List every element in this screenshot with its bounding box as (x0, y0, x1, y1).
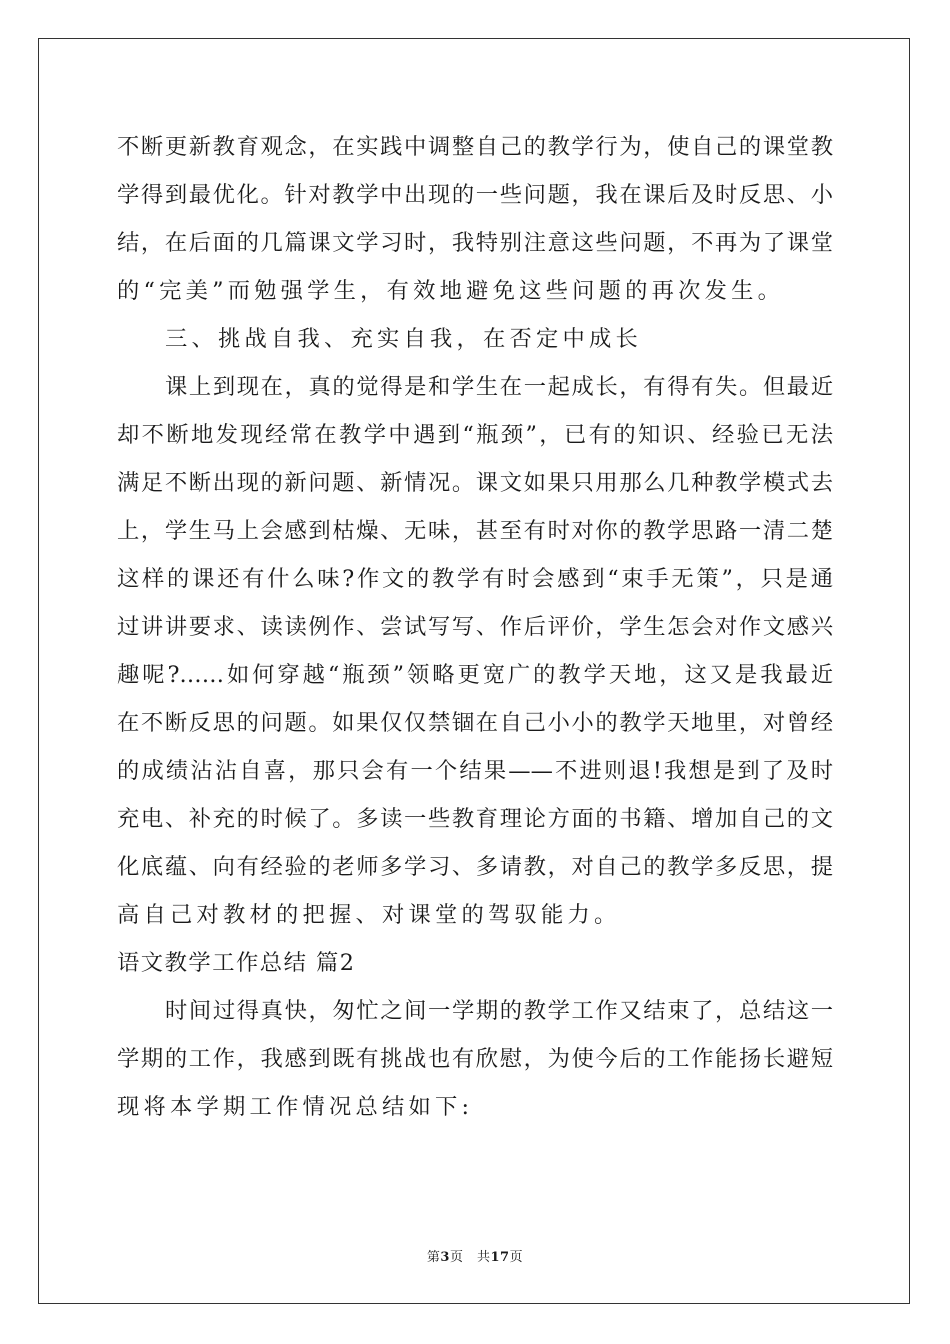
paragraph-line: 却不断地发现经常在教学中遇到“瓶颈”，已有的知识、经验已无法 (117, 422, 833, 448)
paragraph-line: 满足不断出现的新问题、新情况。课文如果只用那么几种教学模式去 (117, 470, 833, 496)
section-heading: 三、挑战自我、充实自我，在否定中成长 (165, 326, 642, 352)
footer-prefix: 第 (426, 1250, 441, 1265)
page-footer (0, 1246, 950, 1265)
paragraph-line: 学期的工作，我感到既有挑战也有欣慰，为使今后的工作能扬长避短 (117, 1046, 833, 1072)
paragraph-line: 结，在后面的几篇课文学习时，我特别注意这些问题，不再为了课堂 (117, 230, 833, 256)
paragraph-line: 学得到最优化。针对教学中出现的一些问题，我在课后及时反思、小 (117, 182, 833, 208)
document-body (117, 129, 833, 1137)
paragraph-line: 趣呢?……如何穿越“瓶颈”领略更宽广的教学天地，这又是我最近 (117, 662, 833, 688)
paragraph-line: 现将本学期工作情况总结如下: (117, 1094, 474, 1120)
paragraph-line: 充电、补充的时候了。多读一些教育理论方面的书籍、增加自己的文 (117, 806, 833, 832)
current-page-number: 3 (440, 1250, 450, 1265)
total-page-count: 17 (490, 1250, 510, 1265)
paragraph-line: 上，学生马上会感到枯燥、无味，甚至有时对你的教学思路一清二楚 (117, 518, 833, 544)
paragraph-line: 高自己对教材的把握、对课堂的驾驭能力。 (117, 902, 621, 928)
article-title: 语文教学工作总结 篇2 (117, 950, 356, 976)
paragraph-line: 不断更新教育观念，在实践中调整自己的教学行为，使自己的课堂教 (117, 134, 833, 160)
paragraph-line: 的成绩沾沾自喜，那只会有一个结果——不进则退!我想是到了及时 (117, 758, 833, 784)
footer-suffix: 页 (509, 1250, 524, 1265)
paragraph-line: 课上到现在，真的觉得是和学生在一起成长，有得有失。但最近 (165, 374, 833, 400)
footer-middle: 页 共 (449, 1250, 491, 1265)
paragraph-line: 时间过得真快，匆忙之间一学期的教学工作又结束了，总结这一 (165, 998, 833, 1024)
paragraph-line: 过讲讲要求、读读例作、尝试写写、作后评价，学生怎会对作文感兴 (117, 614, 833, 640)
paragraph-line: 化底蕴、向有经验的老师多学习、多请教，对自己的教学多反思，提 (117, 854, 833, 880)
paragraph-line: 的“完美”而勉强学生，有效地避免这些问题的再次发生。 (117, 278, 785, 304)
paragraph-line: 在不断反思的问题。如果仅仅禁锢在自己小小的教学天地里，对曾经 (117, 710, 833, 736)
paragraph-line: 这样的课还有什么味?作文的教学有时会感到“束手无策”，只是通 (117, 566, 833, 592)
